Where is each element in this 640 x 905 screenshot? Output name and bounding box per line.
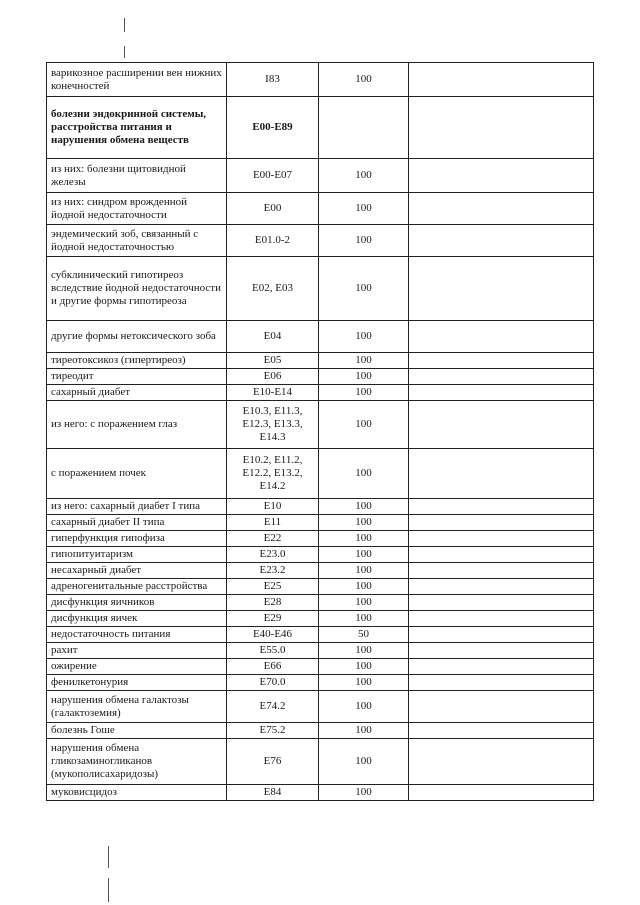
disease-name-cell: болезнь Гоше [47,723,227,739]
empty-cell [409,785,594,801]
table-row [47,531,594,547]
icd-code-cell: E70.0 [227,675,319,691]
icd-code-cell: E23.0 [227,547,319,563]
empty-cell [409,627,594,643]
empty-cell [409,515,594,531]
empty-cell [409,643,594,659]
icd-code-cell: E66 [227,659,319,675]
empty-cell [409,611,594,627]
table-row [47,723,594,739]
value-cell: 100 [319,353,409,369]
empty-cell [409,579,594,595]
value-cell: 100 [319,159,409,193]
icd-code-cell: E04 [227,321,319,353]
value-cell: 100 [319,739,409,785]
disease-name-cell: эндемический зоб, связанный с йодной недостаточностью [47,225,227,257]
value-cell: 100 [319,369,409,385]
table-row [47,159,594,193]
disease-name-cell: нарушения обмена галактозы (галактоземия) [47,691,227,723]
empty-cell [409,369,594,385]
disease-name-cell: адреногенитальные расстройства [47,579,227,595]
table-row [47,627,594,643]
icd-code-cell: E28 [227,595,319,611]
value-cell: 100 [319,659,409,675]
icd-code-cell: E23.2 [227,563,319,579]
disease-name-cell: дисфункция яичек [47,611,227,627]
disease-name-cell: нарушения обмена гликозаминогликанов (мукополисахаридозы) [47,739,227,785]
table-row [47,449,594,499]
value-cell: 100 [319,385,409,401]
value-cell: 50 [319,627,409,643]
icd-code-cell: E11 [227,515,319,531]
disease-name-cell: из них: болезни щитовидной железы [47,159,227,193]
value-cell: 100 [319,547,409,563]
table-row [47,353,594,369]
disease-name-cell: с поражением почек [47,449,227,499]
value-cell: 100 [319,595,409,611]
empty-cell [409,97,594,159]
empty-cell [409,353,594,369]
table-row [47,785,594,801]
scan-mark-top-2 [124,46,125,58]
icd-code-cell: E29 [227,611,319,627]
value-cell: 100 [319,723,409,739]
disease-name-cell: несахарный диабет [47,563,227,579]
disease-name-cell: дисфункция яичников [47,595,227,611]
disease-name-cell: муковисцидоз [47,785,227,801]
value-cell: 100 [319,193,409,225]
disease-name-cell: тиреотоксикоз (гипертиреоз) [47,353,227,369]
icd-code-cell: E75.2 [227,723,319,739]
disease-name-cell: варикозное расширении вен нижних конечностей [47,63,227,97]
scan-mark-top-1 [124,18,125,32]
empty-cell [409,159,594,193]
icd-code-cell: E40-E46 [227,627,319,643]
value-cell: 100 [319,643,409,659]
empty-cell [409,449,594,499]
table-row [47,595,594,611]
empty-cell [409,385,594,401]
empty-cell [409,723,594,739]
disease-name-cell: гиперфункция гипофиза [47,531,227,547]
table-row [47,515,594,531]
value-cell: 100 [319,611,409,627]
disease-name-cell: из них: синдром врожденной йодной недостаточности [47,193,227,225]
disease-name-cell: болезни эндокринной системы, расстройства питания и нарушения обмена веществ [47,97,227,159]
icd-code-cell: E22 [227,531,319,547]
icd-code-cell: E05 [227,353,319,369]
table-body [47,63,594,801]
empty-cell [409,499,594,515]
table-row [47,547,594,563]
table-row [47,97,594,159]
value-cell: 100 [319,225,409,257]
table-row [47,499,594,515]
table-row [47,739,594,785]
icd-code-cell: E00-E89 [227,97,319,159]
table-row [47,611,594,627]
icd-code-cell: E10 [227,499,319,515]
empty-cell [409,531,594,547]
value-cell [319,97,409,159]
disease-name-cell: фенилкетонурия [47,675,227,691]
scan-mark-bottom-2 [108,878,109,902]
icd-code-cell: E00 [227,193,319,225]
table-row [47,691,594,723]
icd-code-cell: E02, E03 [227,257,319,321]
disease-name-cell: недостаточность питания [47,627,227,643]
table-row [47,321,594,353]
empty-cell [409,225,594,257]
disease-name-cell: из него: сахарный диабет I типа [47,499,227,515]
icd-code-cell: E25 [227,579,319,595]
empty-cell [409,401,594,449]
value-cell: 100 [319,785,409,801]
icd-code-cell: E01.0-2 [227,225,319,257]
value-cell: 100 [319,499,409,515]
icd-code-cell: E00-E07 [227,159,319,193]
icd-code-cell: E74.2 [227,691,319,723]
icd-code-cell: E10.2, E11.2, E12.2, E13.2, E14.2 [227,449,319,499]
value-cell: 100 [319,515,409,531]
empty-cell [409,659,594,675]
value-cell: 100 [319,321,409,353]
disease-name-cell: сахарный диабет [47,385,227,401]
table-row [47,659,594,675]
icd-code-cell: E84 [227,785,319,801]
value-cell: 100 [319,563,409,579]
empty-cell [409,547,594,563]
icd-code-cell: E10.3, E11.3, E12.3, E13.3, E14.3 [227,401,319,449]
value-cell: 100 [319,449,409,499]
disease-name-cell: другие формы нетоксического зоба [47,321,227,353]
table-row [47,643,594,659]
statistics-table [46,62,594,801]
empty-cell [409,739,594,785]
table-row [47,193,594,225]
empty-cell [409,321,594,353]
scan-mark-bottom-1 [108,846,109,868]
table-row [47,369,594,385]
value-cell: 100 [319,691,409,723]
icd-code-cell: E10-E14 [227,385,319,401]
table-row [47,385,594,401]
icd-code-cell: E06 [227,369,319,385]
value-cell: 100 [319,257,409,321]
table-row [47,401,594,449]
disease-name-cell: субклинический гипотиреоз вследствие йодной недостаточности и другие формы гипотиреоза [47,257,227,321]
icd-code-cell: E76 [227,739,319,785]
empty-cell [409,691,594,723]
empty-cell [409,675,594,691]
value-cell: 100 [319,675,409,691]
empty-cell [409,257,594,321]
table-row [47,225,594,257]
disease-name-cell: гипопитуитаризм [47,547,227,563]
value-cell: 100 [319,401,409,449]
empty-cell [409,563,594,579]
empty-cell [409,193,594,225]
table-row [47,63,594,97]
icd-code-cell: I83 [227,63,319,97]
value-cell: 100 [319,579,409,595]
table-row [47,257,594,321]
disease-name-cell: ожирение [47,659,227,675]
table-row [47,563,594,579]
disease-name-cell: сахарный диабет II типа [47,515,227,531]
value-cell: 100 [319,531,409,547]
table-row [47,579,594,595]
disease-name-cell: из него: с поражением глаз [47,401,227,449]
table-row [47,675,594,691]
disease-name-cell: тиреодит [47,369,227,385]
disease-name-cell: рахит [47,643,227,659]
empty-cell [409,63,594,97]
empty-cell [409,595,594,611]
value-cell: 100 [319,63,409,97]
icd-code-cell: E55.0 [227,643,319,659]
